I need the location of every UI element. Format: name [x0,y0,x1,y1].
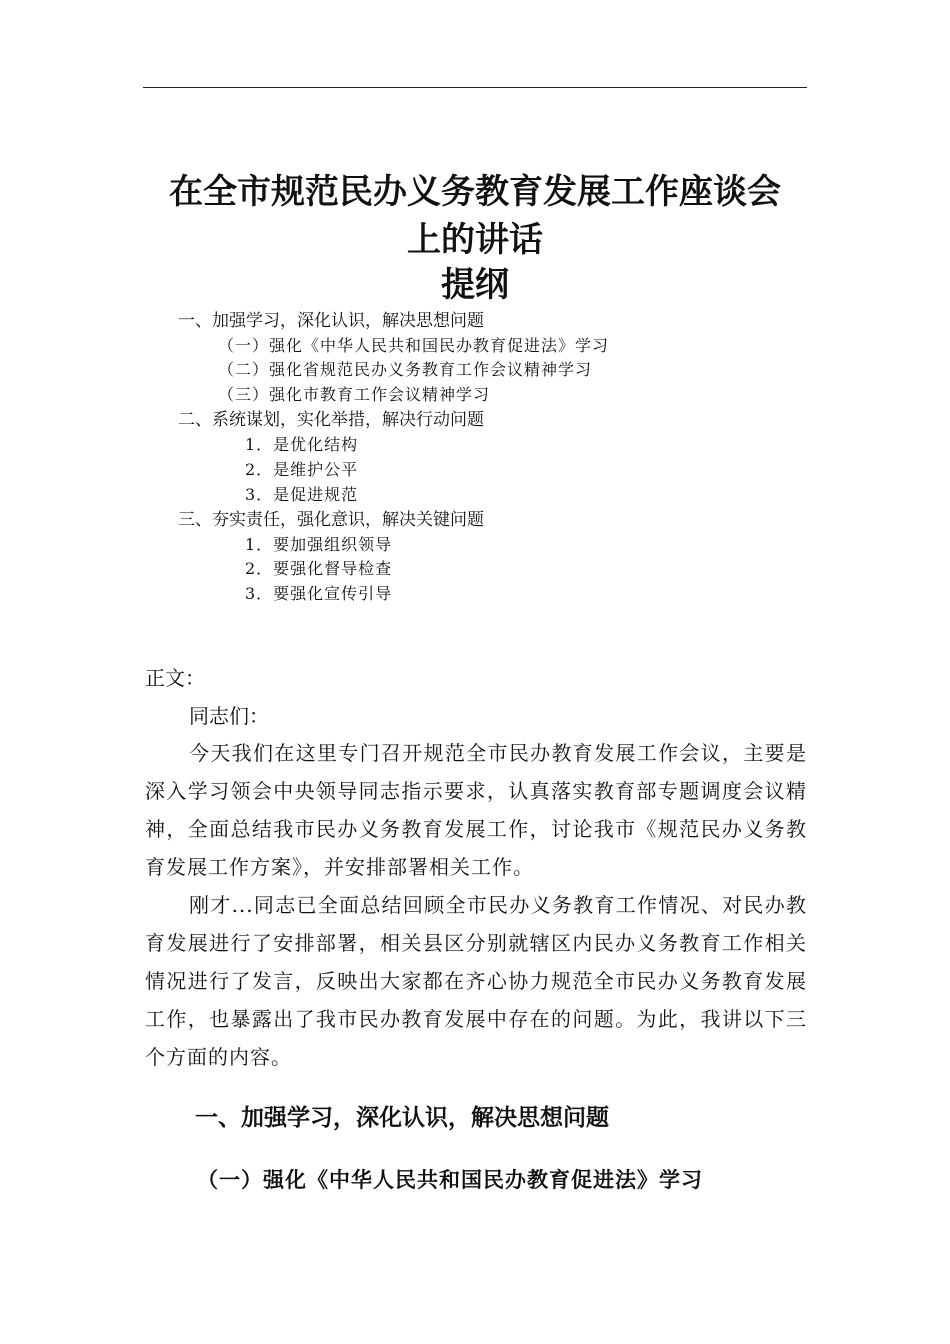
outline-heading: 提纲 [441,265,509,305]
section-heading-2: （一）强化《中华人民共和国民办教育促进法》学习 [197,1167,703,1192]
outline-item: 2．是维护公平 [245,460,359,479]
paragraph: 今天我们在这里专门召开规范全市民办教育发展工作会议，主要是深入学习领会中央领导同志指示要求，认真落实教育部专题调度会议精神，全面总结我市民办义务教育发展工作，讨论我市《规范民办义务教育发展工作方案》，并安排部署相关工作。 [145,741,807,879]
outline-item: （一）强化《中华人民共和国民办教育促进法》学习 [218,336,610,355]
document-title-line-1: 在全市规范民办义务教育发展工作座谈会 [169,172,781,212]
section-heading-1: 一、加强学习，深化认识，解决思想问题 [195,1105,609,1131]
header-rule [143,87,807,88]
document-title-line-2: 上的讲话 [407,220,543,260]
greeting: 同志们： [189,704,269,728]
outline-item: （三）强化市教育工作会议精神学习 [218,385,491,404]
outline-item: 3．是促进规范 [245,485,359,504]
outline-item: 2．要强化督导检查 [245,559,393,578]
body-label: 正文： [145,666,205,690]
outline-item: 一、加强学习，深化认识，解决思想问题 [178,311,484,331]
outline-item: 1．是优化结构 [245,435,359,454]
outline-item: 1．要加强组织领导 [245,535,393,554]
outline-item: （二）强化省规范民办义务教育工作会议精神学习 [218,360,593,379]
outline-item: 3．要强化宣传引导 [245,584,393,603]
paragraph: 刚才...同志已全面总结回顾全市民办义务教育工作情况、对民办教育发展进行了安排部署，相关县区分别就辖区内民办义务教育工作相关情况进行了发言，反映出大家都在齐心协力规范全市民办义务教育发展工作，也暴露出了我市民办教育发展中存在的问题。为此，我讲以下三个方面的内容。 [145,893,807,1069]
outline-item: 二、系统谋划，实化举措，解决行动问题 [178,410,484,430]
outline-item: 三、夯实责任，强化意识，解决关键问题 [178,510,484,530]
